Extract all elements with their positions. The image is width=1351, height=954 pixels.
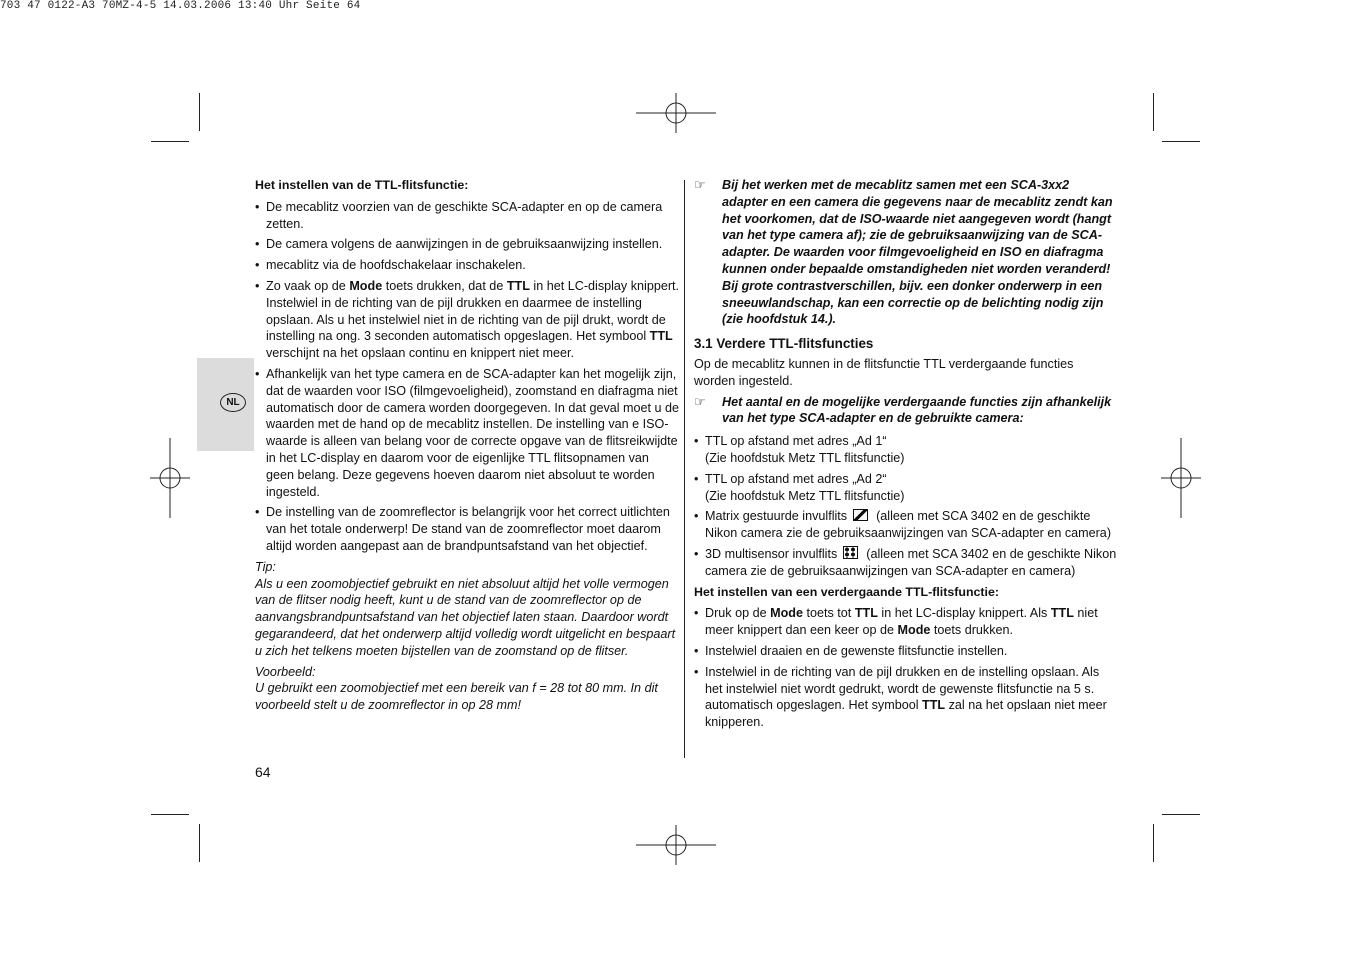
list-item: • TTL op afstand met adres „Ad 2“ (Zie hoofdstuk Metz TTL flitsfunctie) <box>694 471 1118 505</box>
list-item: • De instelling van de zoomreflector is belangrijk voor het correct uitlichten van het totale onderwerp! De stand van de zoomreflector moet daarom altijd worden aangepast aan de brandpuntsafstand van het objectief. <box>255 504 680 554</box>
registration-mark-bottom <box>636 825 716 865</box>
list-item: • TTL op afstand met adres „Ad 1“ (Zie hoofdstuk Metz TTL flitsfunctie) <box>694 433 1118 467</box>
registration-mark-left <box>150 438 190 518</box>
matrix-fill-flash-icon <box>853 509 868 521</box>
example-text: U gebruikt een zoomobjectief met een bereik van f = 28 tot 80 mm. In dit voorbeeld stelt u de zoomreflector in op 28 mm! <box>255 681 658 713</box>
registration-mark-top <box>636 93 716 133</box>
list-item: • Zo vaak op de Mode toets drukken, dat de TTL in het LC-display knippert. Instelwiel in de richting van de pijl drukken en daarmee de instelling opslaan. Als u het instelwiel niet in de richting van de pijl drukt, wordt de instelling na ong. 3 seconden automatisch opgeslagen. Het symbool TTL verschijnt na het opslaan continu en knippert niet meer. <box>255 278 680 362</box>
note-block: ☞ Het aantal en de mogelijke verdergaande functies zijn afhankelijk van het type SCA-adapter en de gebruikte camera: <box>694 393 1112 426</box>
column-divider <box>684 180 685 758</box>
pointing-hand-icon: ☞ <box>694 393 706 409</box>
left-column <box>255 177 680 718</box>
print-slug: 703 47 0122-A3 70MZ-4-5 14.03.2006 13:40 Uhr Seite 64 <box>0 0 361 12</box>
right-column <box>694 177 1118 735</box>
list-item: • De camera volgens de aanwijzingen in de gebruiksaanwijzing instellen. <box>255 236 680 253</box>
pointing-hand-icon: ☞ <box>694 177 706 192</box>
page-number: 64 <box>255 764 271 780</box>
tip-label: Tip: <box>255 559 276 574</box>
section-heading: Het instellen van een verdergaande TTL-flitsfunctie: <box>694 584 1000 599</box>
note-block: ☞ Bij het werken met de mecablitz samen met een SCA-3xx2 adapter en een camera die gegevens naar de mecablitz zendt kan het voorkomen, dat de ISO-waarde niet aangegeven wordt (hangt van het type camera af); zie de gebruiksaanwijzing van de SCA-adapter. De waarden voor filmgevoeligheid en ISO en diafragma kunnen onder bepaalde omstandigheden niet worden veranderd! Bij grote contrastverschillen, bijv. een donker onderwerp in een sneeuwlandschap, kan een correctie op de belichting nodig zijn (zie hoofdstuk 14.). <box>694 177 1113 327</box>
section-heading: Het instellen van de TTL-flitsfunctie: <box>255 178 469 192</box>
list-item: • mecablitz via de hoofdschakelaar inschakelen. <box>255 257 680 274</box>
list-item: • Afhankelijk van het type camera en de SCA-adapter kan het mogelijk zijn, dat de waarden voor ISO (filmgevoeligheid), zoomstand en diafragma niet automatisch door de camera worden doorgegeven. In dat geval moet u de waarden met de hand op de mecablitz instellen. De instelling van e ISO-waarde is alleen van belang voor de correcte opgave van de flitsreikwijdte in het LC-display en daarom voor de eigenlijke TTL flitsopnamen van geen belang. Deze gegevens hoeven daarom niet absoluut te worden ingesteld. <box>255 366 680 500</box>
list-item: • Matrix gestuurde invulflits (alleen met SCA 3402 en de geschikte Nikon camera zie de gebruiksaanwijzingen van SCA-adapter en camera) <box>694 508 1118 542</box>
list-item: • Druk op de Mode toets tot TTL in het LC-display knippert. Als TTL niet meer knippert dan een keer op de Mode toets drukken. <box>694 605 1118 639</box>
language-badge: NL <box>220 393 246 412</box>
list-item: • Instelwiel draaien en de gewenste flitsfunctie instellen. <box>694 643 1118 660</box>
list-item: • De mecablitz voorzien van de geschikte SCA-adapter en op de camera zetten. <box>255 199 680 233</box>
3d-multisensor-icon <box>843 546 858 559</box>
list-item: • 3D multisensor invulflits (alleen met SCA 3402 en de geschikte Nikon camera zie de gebruiksaanwijzingen van SCA-adapter en camera) <box>694 546 1118 580</box>
registration-mark-right <box>1161 438 1201 518</box>
example-label: Voorbeeld: <box>255 664 316 679</box>
section-title: 3.1 Verdere TTL-flitsfuncties <box>694 336 874 352</box>
list-item: • Instelwiel in de richting van de pijl drukken en de instelling opslaan. Als het instelwiel niet wordt gedrukt, wordt de gewenste flitsfunctie na 5 s. automatisch opgeslagen. Het symbool TTL zal na het opslaan niet meer knipperen. <box>694 664 1118 731</box>
tip-text: Als u een zoomobjectief gebruikt en niet absoluut altijd het volle vermogen van de flitser nodig heeft, kunt u de stand van de zoomreflector op de aanvangsbrandpuntsafstand van het objectief laten staan. Daardoor wordt gegarandeerd, dat het onderwerp altijd volledig wordt uitgelicht en bespaart u zich het telkens moeten bijstellen van de zoomstand op de flitser. <box>255 576 676 658</box>
section-intro: Op de mecablitz kunnen in de flitsfunctie TTL verdergaande functies worden ingesteld. <box>694 356 1074 388</box>
